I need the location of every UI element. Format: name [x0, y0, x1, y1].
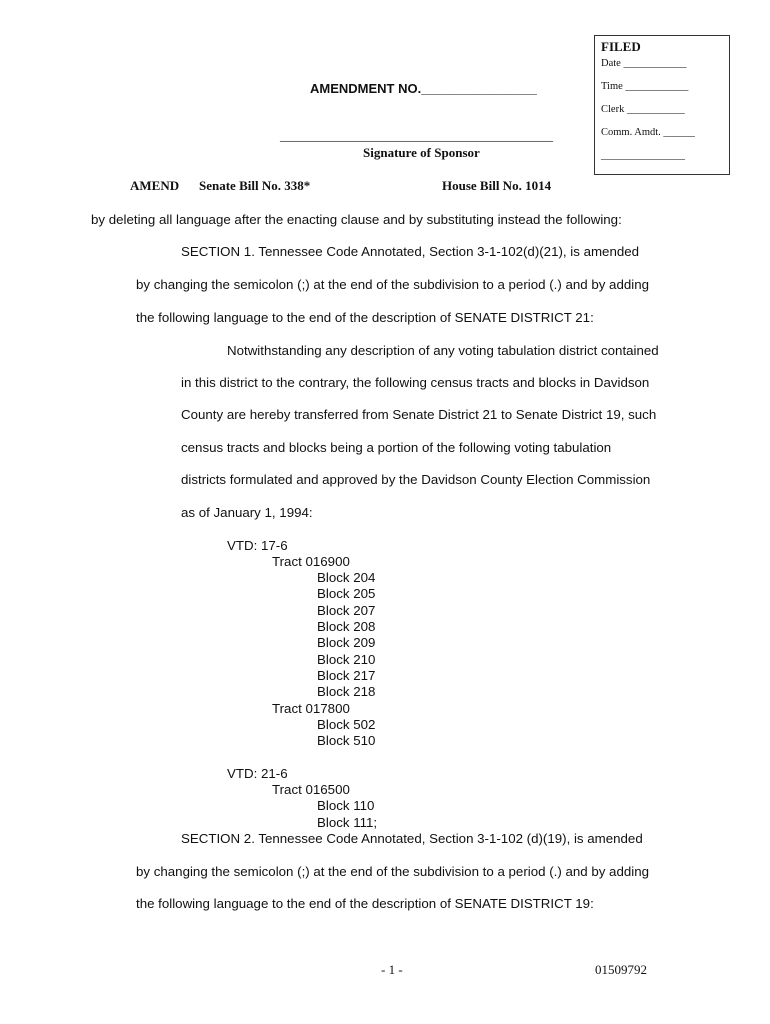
signature-line: __________________________________________ — [280, 128, 553, 143]
block-label: Block 205 — [317, 586, 376, 601]
tract-label: Tract 016900 — [272, 554, 350, 569]
quote-line5: districts formulated and approved by the Davidson County Election Commission — [181, 472, 651, 487]
block-label: Block 209 — [317, 635, 376, 650]
filed-date: Date ____________ — [601, 58, 687, 69]
block-label: Block 111; — [317, 815, 378, 830]
block-label: Block 204 — [317, 570, 376, 585]
section1-line3: the following language to the end of the description of SENATE DISTRICT 21: — [136, 310, 594, 325]
filed-title: FILED — [601, 39, 641, 54]
section2-line1: SECTION 2. Tennessee Code Annotated, Section 3-1-102 (d)(19), is amended — [181, 831, 643, 846]
signature-label: Signature of Sponsor — [363, 145, 480, 160]
block-label: Block 217 — [317, 668, 376, 683]
document-id: 01509792 — [595, 962, 647, 977]
filed-blank-line: ________________ — [601, 150, 685, 161]
block-label: Block 207 — [317, 603, 376, 618]
tract-label: Tract 016500 — [272, 782, 350, 797]
filed-clerk: Clerk ___________ — [601, 104, 685, 115]
section2-line2: by changing the semicolon (;) at the end of the subdivision to a period (.) and by adding — [136, 864, 649, 879]
tract-label: Tract 017800 — [272, 701, 350, 716]
block-label: Block 208 — [317, 619, 376, 634]
quote-line4: census tracts and blocks being a portion of the following voting tabulation — [181, 440, 612, 455]
vtd-label: VTD: 17-6 — [227, 538, 288, 553]
filed-comm-amdt: Comm. Amdt. ______ — [601, 127, 695, 138]
quote-line6: as of January 1, 1994: — [181, 505, 313, 520]
quote-line3: County are hereby transferred from Senate District 21 to Senate District 19, such — [181, 407, 657, 422]
quote-line1: Notwithstanding any description of any voting tabulation district contained — [227, 343, 659, 358]
section1-line2: by changing the semicolon (;) at the end of the subdivision to a period (.) and by adding — [136, 277, 649, 292]
vtd-label: VTD: 21-6 — [227, 766, 288, 781]
block-label: Block 502 — [317, 717, 376, 732]
block-label: Block 210 — [317, 652, 376, 667]
intro-text: by deleting all language after the enacting clause and by substituting instead the following: — [91, 212, 622, 227]
quote-line2: in this district to the contrary, the following census tracts and blocks in Davidson — [181, 375, 650, 390]
filed-time: Time ____________ — [601, 81, 689, 92]
block-label: Block 218 — [317, 684, 376, 699]
section1-line1: SECTION 1. Tennessee Code Annotated, Section 3-1-102(d)(21), is amended — [181, 244, 640, 259]
page-number: - 1 - — [381, 962, 403, 977]
amend-label: AMEND — [130, 178, 180, 193]
amendment-number: AMENDMENT NO.________________ — [310, 81, 537, 96]
house-bill: House Bill No. 1014 — [442, 178, 552, 193]
filed-box — [594, 35, 730, 175]
block-label: Block 510 — [317, 733, 376, 748]
section2-line3: the following language to the end of the description of SENATE DISTRICT 19: — [136, 896, 594, 911]
senate-bill: Senate Bill No. 338* — [199, 178, 311, 193]
block-label: Block 110 — [317, 798, 375, 813]
